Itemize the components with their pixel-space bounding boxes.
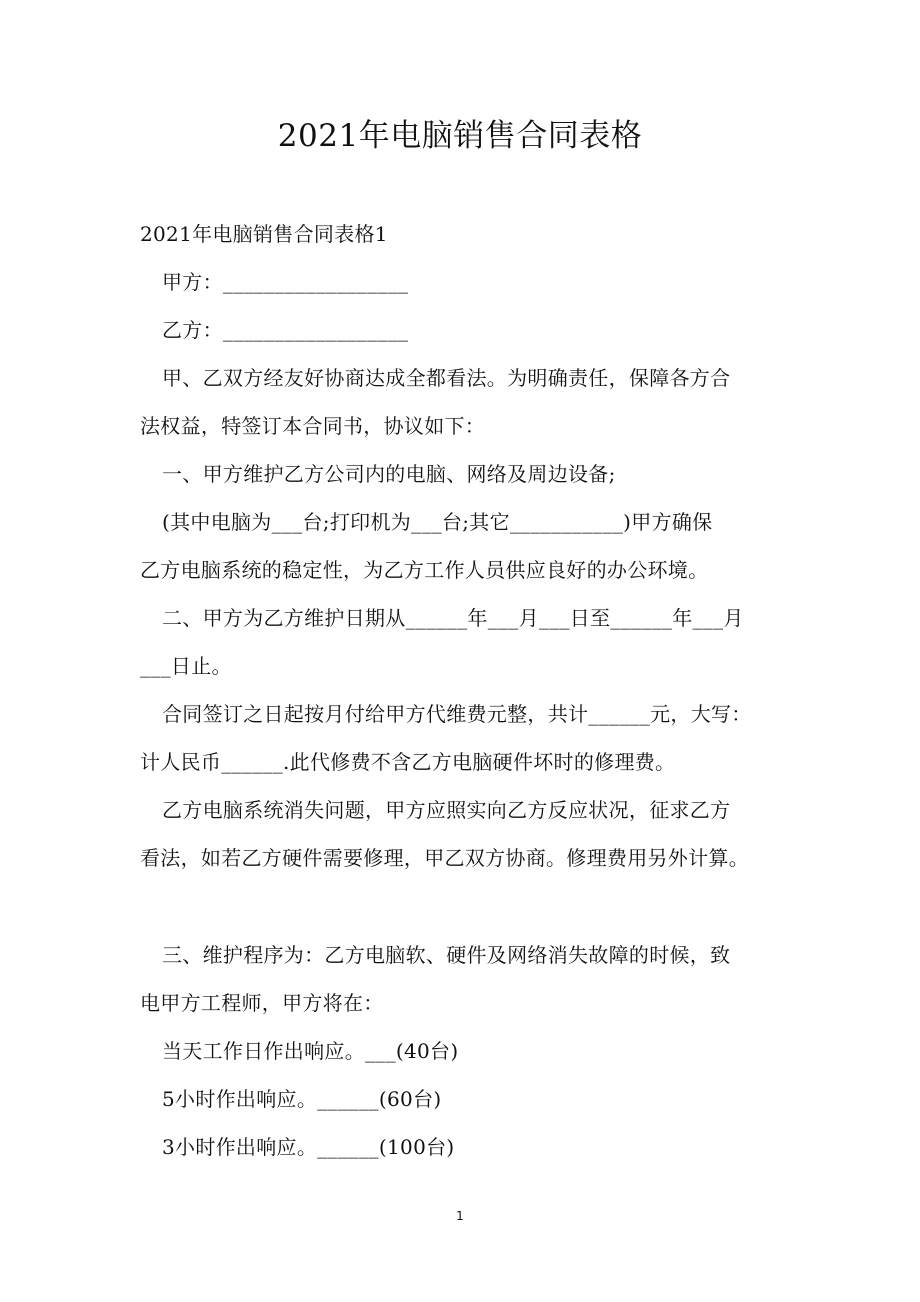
paragraph-line: 乙方电脑系统的稳定性，为乙方工作人员供应良好的办公环境。: [140, 558, 709, 582]
clause-3-line: 三、维护程序为：乙方电脑软、硬件及网络消失故障的时候，致: [162, 943, 731, 967]
paragraph-line: 甲、乙双方经友好协商达成全都看法。为明确责任，保障各方合: [162, 366, 731, 390]
paragraph-line: 法权益，特签订本合同书，协议如下：: [140, 414, 486, 438]
party-b-line: 乙方：__________________: [162, 318, 409, 342]
paragraph-line: 计人民币______.此代修费不含乙方电脑硬件坏时的修理费。: [140, 750, 676, 774]
page-number: 1: [456, 1209, 464, 1223]
clause-1-line: 一、甲方维护乙方公司内的电脑、网络及周边设备;: [162, 462, 616, 486]
response-option-line: 5小时作出响应。______(60台): [162, 1087, 442, 1111]
paragraph-line: 电甲方工程师，甲方将在：: [140, 991, 384, 1015]
clause-2-line: 二、甲方为乙方维护日期从______年___月___日至______年___月: [162, 606, 744, 630]
section-heading: 2021年电脑销售合同表格1: [140, 222, 388, 246]
response-option-line: 当天工作日作出响应。___(40台): [162, 1039, 459, 1063]
paragraph-line: 乙方电脑系统消失问题，甲方应照实向乙方反应状况，征求乙方: [162, 798, 731, 822]
paragraph-line: ___日止。: [140, 654, 232, 678]
paragraph-line: 合同签订之日起按月付给甲方代维费元整，共计______元，大写：: [162, 702, 752, 726]
paragraph-line: 看法，如若乙方硬件需要修理，甲乙双方协商。修理费用另外计算。: [140, 846, 749, 870]
document-title: 2021年电脑销售合同表格: [277, 118, 643, 154]
response-option-line: 3小时作出响应。______(100台): [162, 1135, 455, 1159]
party-a-line: 甲方：__________________: [162, 270, 409, 294]
paragraph-line: (其中电脑为___台;打印机为___台;其它___________)甲方确保: [162, 510, 713, 534]
